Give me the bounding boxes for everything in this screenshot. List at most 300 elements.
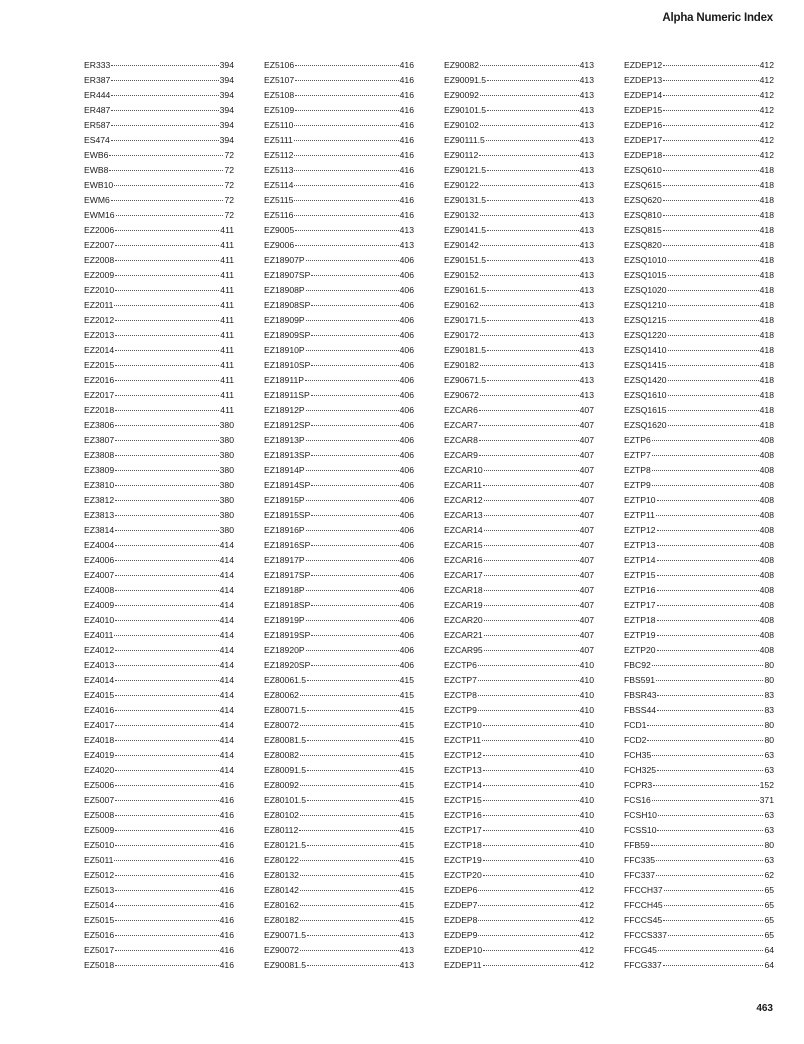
dot-leader [306, 470, 399, 471]
entry-code: EZCTP8 [444, 690, 477, 700]
entry-code: EWB6 [84, 150, 109, 160]
entry-code: EZ3809 [84, 465, 115, 475]
dot-leader [307, 965, 399, 966]
dot-leader [478, 935, 578, 936]
entry-code: EZ2008 [84, 255, 115, 265]
dot-leader [652, 665, 764, 666]
index-entry [624, 898, 774, 913]
index-entry [84, 553, 234, 568]
dot-leader [115, 320, 219, 321]
index-entry [84, 733, 234, 748]
index-entry [264, 583, 414, 598]
entry-page: 72 [224, 180, 234, 190]
dot-leader [652, 455, 759, 456]
dot-leader [484, 500, 579, 501]
entry-code: EZDEP16 [624, 120, 663, 130]
dot-leader [300, 890, 399, 891]
dot-leader [307, 845, 399, 846]
dot-leader [656, 875, 763, 876]
dot-leader [664, 890, 764, 891]
entry-page: 406 [399, 285, 414, 295]
dot-leader [115, 920, 219, 921]
entry-code: EZ90102 [444, 120, 479, 130]
entry-page: 394 [219, 75, 234, 85]
dot-leader [111, 95, 218, 96]
entry-code: EZ90132 [444, 210, 479, 220]
entry-page: 380 [219, 450, 234, 460]
index-entry [444, 148, 594, 163]
dot-leader [115, 365, 219, 366]
dot-leader [115, 905, 219, 906]
entry-page: 406 [399, 555, 414, 565]
entry-page: 418 [759, 375, 774, 385]
entry-code: EZ80121.5 [264, 840, 307, 850]
dot-leader [478, 680, 579, 681]
entry-page: 406 [399, 375, 414, 385]
index-entry [624, 223, 774, 238]
dot-leader [483, 830, 579, 831]
dot-leader [663, 185, 759, 186]
index-entry [444, 388, 594, 403]
dot-leader [487, 230, 579, 231]
entry-page: 410 [579, 705, 594, 715]
entry-code: EZ90092 [444, 90, 479, 100]
dot-leader [115, 950, 219, 951]
dot-leader [668, 305, 759, 306]
entry-page: 415 [399, 705, 414, 715]
index-entry [444, 493, 594, 508]
dot-leader [306, 620, 399, 621]
entry-code: EZ90181.5 [444, 345, 487, 355]
index-entry [444, 328, 594, 343]
entry-page: 72 [224, 195, 234, 205]
entry-code: EZ18913P [264, 435, 305, 445]
index-entry [624, 478, 774, 493]
entry-page: 416 [219, 945, 234, 955]
index-entry [444, 88, 594, 103]
index-entry [264, 103, 414, 118]
dot-leader [487, 350, 579, 351]
entry-code: EZ9005 [264, 225, 295, 235]
dot-leader [484, 560, 579, 561]
entry-code: FFCCS45 [624, 915, 663, 925]
page-header-title: Alpha Numeric Index [662, 12, 773, 24]
dot-leader [668, 935, 763, 936]
index-entry [444, 853, 594, 868]
entry-code: EZ5012 [84, 870, 115, 880]
entry-page: 65 [764, 930, 774, 940]
dot-leader [114, 635, 218, 636]
dot-leader [295, 65, 399, 66]
index-entry [624, 133, 774, 148]
dot-leader [487, 320, 579, 321]
dot-leader [306, 260, 399, 261]
entry-page: 408 [759, 465, 774, 475]
index-entry [264, 373, 414, 388]
dot-leader [306, 410, 399, 411]
entry-page: 416 [399, 165, 414, 175]
dot-leader [483, 860, 579, 861]
entry-page: 80 [764, 720, 774, 730]
entry-page: 407 [579, 510, 594, 520]
index-entry [624, 58, 774, 73]
entry-code: ER587 [84, 120, 111, 130]
index-entry [624, 868, 774, 883]
entry-page: 414 [219, 630, 234, 640]
entry-page: 408 [759, 645, 774, 655]
index-entry [444, 178, 594, 193]
entry-page: 412 [759, 60, 774, 70]
index-entry [444, 193, 594, 208]
entry-code: EZTP6 [624, 435, 651, 445]
dot-leader [652, 470, 759, 471]
index-entry [264, 283, 414, 298]
index-column-1 [84, 58, 234, 973]
dot-leader [480, 95, 579, 96]
entry-page: 418 [759, 180, 774, 190]
entry-page: 418 [759, 165, 774, 175]
index-entry [84, 73, 234, 88]
dot-leader [300, 695, 399, 696]
index-entry [84, 268, 234, 283]
dot-leader [657, 530, 759, 531]
entry-page: 408 [759, 495, 774, 505]
index-entry [624, 463, 774, 478]
index-entry [444, 703, 594, 718]
index-entry [624, 928, 774, 943]
index-entry [264, 328, 414, 343]
index-entry [624, 388, 774, 403]
index-entry [264, 643, 414, 658]
dot-leader [306, 290, 399, 291]
index-entry [444, 733, 594, 748]
dot-leader [115, 350, 219, 351]
dot-leader [663, 230, 759, 231]
index-entry [444, 943, 594, 958]
entry-code: EZ5014 [84, 900, 115, 910]
dot-leader [484, 590, 579, 591]
dot-leader [115, 485, 219, 486]
entry-code: EZ80101.5 [264, 795, 307, 805]
dot-leader [483, 725, 579, 726]
entry-page: 418 [759, 300, 774, 310]
entry-page: 406 [399, 315, 414, 325]
entry-page: 411 [220, 345, 234, 355]
entry-page: 80 [764, 675, 774, 685]
index-column-4 [624, 58, 774, 973]
dot-leader [657, 710, 763, 711]
entry-code: EZ3808 [84, 450, 115, 460]
entry-page: 418 [759, 195, 774, 205]
entry-code: EZSQ1210 [624, 300, 667, 310]
dot-leader [651, 845, 764, 846]
entry-code: EZTP10 [624, 495, 656, 505]
entry-code: EZ3807 [84, 435, 115, 445]
dot-leader [109, 155, 223, 156]
entry-code: EZ4015 [84, 690, 115, 700]
entry-code: EZ18911P [264, 375, 304, 385]
entry-page: 416 [399, 90, 414, 100]
dot-leader [115, 965, 219, 966]
dot-leader [311, 635, 398, 636]
index-entry [84, 403, 234, 418]
index-entry [624, 118, 774, 133]
entry-code: EZ5109 [264, 105, 295, 115]
entry-page: 413 [579, 75, 594, 85]
index-entry [84, 493, 234, 508]
entry-page: 418 [759, 255, 774, 265]
dot-leader [115, 560, 219, 561]
entry-code: EZ18908SP [264, 300, 311, 310]
index-entry [84, 178, 234, 193]
entry-code: EZCAR20 [444, 615, 483, 625]
index-entry [624, 718, 774, 733]
entry-code: FFCG337 [624, 960, 662, 970]
dot-leader [663, 125, 758, 126]
entry-code: EZ4004 [84, 540, 115, 550]
entry-code: EZ18919P [264, 615, 305, 625]
entry-page: 412 [579, 930, 594, 940]
index-entry [444, 133, 594, 148]
entry-page: 413 [579, 375, 594, 385]
dot-leader [483, 845, 579, 846]
index-entry [264, 898, 414, 913]
dot-leader [294, 140, 399, 141]
entry-page: 418 [759, 315, 774, 325]
entry-code: EZ5007 [84, 795, 115, 805]
index-entry [264, 508, 414, 523]
entry-code: ES474 [84, 135, 110, 145]
index-entry [264, 718, 414, 733]
entry-page: 416 [399, 180, 414, 190]
dot-leader [115, 650, 219, 651]
dot-leader [115, 245, 219, 246]
entry-code: EZSQ815 [624, 225, 662, 235]
dot-leader [295, 95, 399, 96]
entry-page: 412 [759, 120, 774, 130]
index-entry [624, 238, 774, 253]
index-entry [264, 538, 414, 553]
entry-code: EZCTP16 [444, 810, 482, 820]
entry-page: 415 [399, 900, 414, 910]
index-entry [624, 208, 774, 223]
entry-code: EZCAR6 [444, 405, 478, 415]
entry-code: EZDEP13 [624, 75, 663, 85]
entry-code: EZ2011 [84, 300, 114, 310]
index-entry [444, 268, 594, 283]
entry-page: 411 [220, 285, 234, 295]
entry-page: 413 [579, 270, 594, 280]
entry-page: 62 [764, 870, 774, 880]
dot-leader [311, 335, 398, 336]
dot-leader [483, 950, 578, 951]
index-entry [264, 523, 414, 538]
dot-leader [295, 110, 399, 111]
entry-page: 415 [399, 885, 414, 895]
entry-code: EZCAR15 [444, 540, 483, 550]
dot-leader [305, 380, 399, 381]
entry-code: EZSQ1420 [624, 375, 667, 385]
entry-code: EZ90111.5 [444, 135, 485, 145]
entry-code: EZCAR7 [444, 420, 478, 430]
dot-leader [307, 740, 399, 741]
index-entry [624, 328, 774, 343]
index-entry [84, 538, 234, 553]
dot-leader [480, 365, 579, 366]
dot-leader [479, 155, 578, 156]
entry-page: 407 [579, 420, 594, 430]
entry-code: EZ90141.5 [444, 225, 487, 235]
entry-page: 414 [219, 570, 234, 580]
index-entry [84, 853, 234, 868]
entry-page: 410 [579, 855, 594, 865]
entry-page: 406 [399, 420, 414, 430]
entry-code: EZ2016 [84, 375, 115, 385]
index-entry [84, 898, 234, 913]
entry-page: 410 [579, 765, 594, 775]
entry-code: EZDEP10 [444, 945, 483, 955]
entry-code: FFCCH45 [624, 900, 663, 910]
dot-leader [115, 530, 219, 531]
index-entry [624, 793, 774, 808]
dot-leader [109, 170, 223, 171]
dot-leader [115, 695, 219, 696]
entry-page: 413 [579, 225, 594, 235]
entry-code: EZCAR21 [444, 630, 483, 640]
index-entry [84, 133, 234, 148]
entry-code: EZTP15 [624, 570, 656, 580]
entry-code: EZ4016 [84, 705, 115, 715]
dot-leader [483, 755, 579, 756]
entry-page: 412 [579, 900, 594, 910]
index-entry [84, 253, 234, 268]
index-entry [624, 298, 774, 313]
index-entry [84, 868, 234, 883]
index-entry [84, 463, 234, 478]
dot-leader [483, 785, 579, 786]
entry-code: EZ4019 [84, 750, 115, 760]
entry-code: EZ5013 [84, 885, 115, 895]
entry-code: EZ90172 [444, 330, 479, 340]
dot-leader [656, 860, 763, 861]
entry-page: 416 [399, 210, 414, 220]
index-entry [84, 313, 234, 328]
index-entry [624, 538, 774, 553]
entry-page: 411 [220, 360, 234, 370]
index-columns [84, 58, 774, 970]
dot-leader [657, 560, 759, 561]
index-entry [624, 673, 774, 688]
index-entry [84, 718, 234, 733]
entry-code: EZDEP11 [444, 960, 482, 970]
entry-code: ER444 [84, 90, 111, 100]
entry-code: EZ90182 [444, 360, 479, 370]
entry-code: EZCAR12 [444, 495, 483, 505]
index-entry [624, 883, 774, 898]
entry-page: 411 [220, 300, 234, 310]
entry-page: 406 [399, 525, 414, 535]
index-entry [624, 658, 774, 673]
entry-code: EZ80132 [264, 870, 299, 880]
index-entry [444, 838, 594, 853]
index-entry [444, 433, 594, 448]
entry-code: FCSS10 [624, 825, 657, 835]
entry-page: 80 [764, 735, 774, 745]
entry-page: 416 [399, 150, 414, 160]
entry-page: 408 [759, 510, 774, 520]
index-entry [264, 433, 414, 448]
entry-page: 408 [759, 630, 774, 640]
index-entry [624, 703, 774, 718]
dot-leader [668, 290, 759, 291]
index-entry [84, 193, 234, 208]
entry-code: EZ5113 [264, 165, 294, 175]
index-entry [264, 553, 414, 568]
dot-leader [295, 230, 399, 231]
dot-leader [114, 860, 218, 861]
entry-code: ER387 [84, 75, 111, 85]
dot-leader [311, 365, 398, 366]
entry-page: 408 [759, 585, 774, 595]
dot-leader [484, 605, 579, 606]
dot-leader [484, 515, 579, 516]
dot-leader [111, 110, 218, 111]
index-entry [624, 838, 774, 853]
dot-leader [294, 125, 398, 126]
entry-page: 406 [399, 510, 414, 520]
dot-leader [663, 920, 763, 921]
entry-page: 411 [220, 375, 234, 385]
entry-page: 72 [224, 150, 234, 160]
entry-code: EZ4007 [84, 570, 115, 580]
dot-leader [294, 215, 398, 216]
entry-code: EZ18916SP [264, 540, 311, 550]
dot-leader [115, 260, 219, 261]
dot-leader [487, 200, 579, 201]
entry-page: 380 [219, 510, 234, 520]
index-entry [264, 178, 414, 193]
index-entry [84, 238, 234, 253]
dot-leader [115, 590, 219, 591]
entry-page: 415 [399, 675, 414, 685]
entry-code: EZ3810 [84, 480, 115, 490]
index-entry [624, 313, 774, 328]
dot-leader [115, 890, 219, 891]
dot-leader [657, 590, 759, 591]
entry-code: EZ3813 [84, 510, 115, 520]
entry-code: EZ18913SP [264, 450, 311, 460]
entry-code: EZTP13 [624, 540, 656, 550]
entry-page: 407 [579, 540, 594, 550]
entry-code: EZ90142 [444, 240, 479, 250]
dot-leader [311, 395, 399, 396]
entry-page: 418 [759, 360, 774, 370]
index-entry [624, 178, 774, 193]
dot-leader [115, 725, 219, 726]
index-entry [264, 298, 414, 313]
dot-leader [663, 110, 758, 111]
entry-page: 410 [579, 690, 594, 700]
entry-code: EZ5114 [264, 180, 294, 190]
entry-page: 416 [219, 930, 234, 940]
entry-page: 406 [399, 660, 414, 670]
index-entry [624, 283, 774, 298]
dot-leader [306, 560, 399, 561]
entry-page: 414 [219, 585, 234, 595]
index-entry [84, 103, 234, 118]
entry-page: 414 [219, 555, 234, 565]
entry-code: EZ5116 [264, 210, 294, 220]
